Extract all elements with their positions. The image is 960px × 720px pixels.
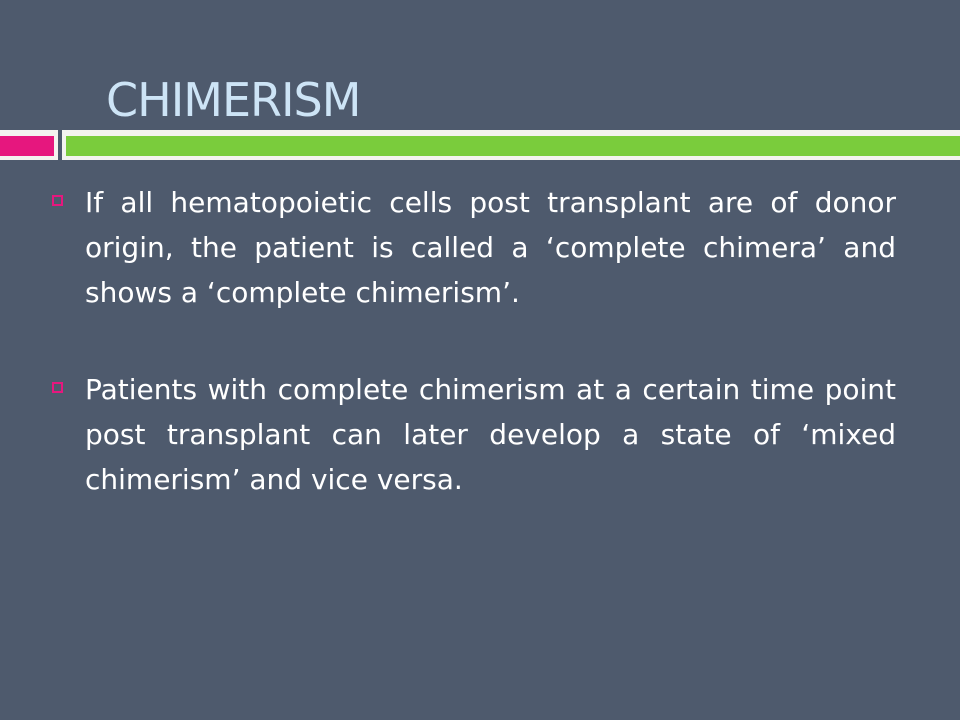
slide-title: CHIMERISM xyxy=(106,73,361,127)
slide-content xyxy=(48,180,896,554)
hollow-square-icon xyxy=(52,195,63,206)
accent-green-bar xyxy=(66,136,960,156)
bullet-item xyxy=(48,367,896,502)
bullet-text: Patients with complete chimerism at a certain time point post transplant can later develop a state of ‘mixed chimerism’ and vice versa. xyxy=(85,373,896,496)
accent-pink-bar xyxy=(0,136,54,156)
bullet-text: If all hematopoietic cells post transplant are of donor origin, the patient is called a ‘complete chimera’ and shows a ‘complete chimerism’. xyxy=(85,186,896,309)
bullet-item xyxy=(48,180,896,315)
hollow-square-icon xyxy=(52,382,63,393)
